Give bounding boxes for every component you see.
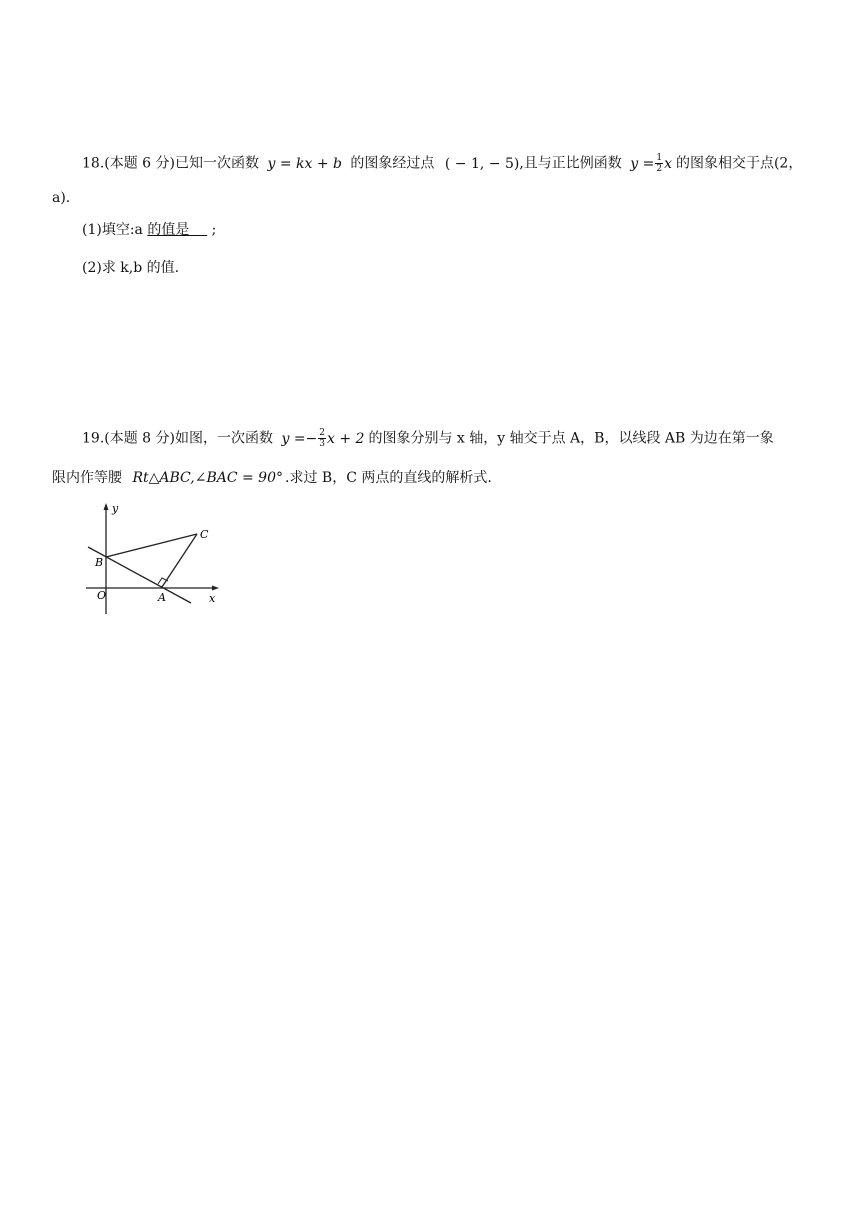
y-axis-arrow xyxy=(104,503,109,510)
label-x: x xyxy=(209,592,216,605)
q19-fraction xyxy=(318,428,326,449)
q19-triangle-math: Rt△ABC,∠BAC = 90° xyxy=(132,470,283,486)
q18-part1-blank xyxy=(147,222,207,238)
label-b: B xyxy=(95,556,104,569)
q19-figure xyxy=(78,500,228,620)
q19-prefix: 19.(本题 8 分)如图，一次函数 xyxy=(82,430,273,447)
q19-figure-svg xyxy=(78,500,228,620)
q18-part2: (2)求 k,b 的值. xyxy=(82,260,180,276)
q18-line2: a). xyxy=(52,190,71,206)
q18-point: ( − 1, − 5) xyxy=(444,155,520,172)
q18-mid: 的图象经过点 xyxy=(350,155,435,172)
q18-fraction-denominator: 2 xyxy=(656,164,663,174)
label-c: C xyxy=(200,528,209,541)
x-axis-arrow xyxy=(212,586,219,591)
q19-line2-suffix: .求过 B，C 两点的直线的解析式. xyxy=(285,470,492,486)
q18-part1-blank-text: 的值是 xyxy=(147,222,190,238)
q18-prefix: 18.(本题 6 分)已知一次函数 xyxy=(82,155,259,172)
q18-suffix: 的图象相交于点(2， xyxy=(675,155,803,172)
q18-fraction xyxy=(655,153,663,174)
q19-equation-lhs: y =− xyxy=(281,430,318,447)
q18-equation-proportional-var: x xyxy=(664,155,672,172)
q18-part1 xyxy=(82,220,216,240)
q18-fraction-numerator: 1 xyxy=(656,153,663,163)
q19-fraction-denominator: 3 xyxy=(319,439,326,449)
q18-equation-linear: y = kx + b xyxy=(267,155,342,172)
q18-line1 xyxy=(82,153,802,174)
q19-line1 xyxy=(82,428,774,449)
q18-part1-suffix: ; xyxy=(211,222,217,238)
label-o: O xyxy=(97,589,107,602)
q19-line2 xyxy=(52,468,492,488)
q18-equation-proportional-lhs: y = xyxy=(630,155,655,172)
q19-fraction-numerator: 2 xyxy=(319,428,326,438)
q19-line2-prefix: 限内作等腰 xyxy=(52,470,122,486)
label-y: y xyxy=(112,502,119,515)
q18-part1-prefix: (1)填空:a xyxy=(82,222,143,238)
q19-equation-rest: x + 2 xyxy=(327,430,365,447)
q19-suffix: 的图象分别与 x 轴，y 轴交于点 A，B，以线段 AB 为边在第一象 xyxy=(368,430,774,447)
q18-mid2: ,且与正比例函数 xyxy=(519,155,622,172)
label-a: A xyxy=(158,591,166,604)
